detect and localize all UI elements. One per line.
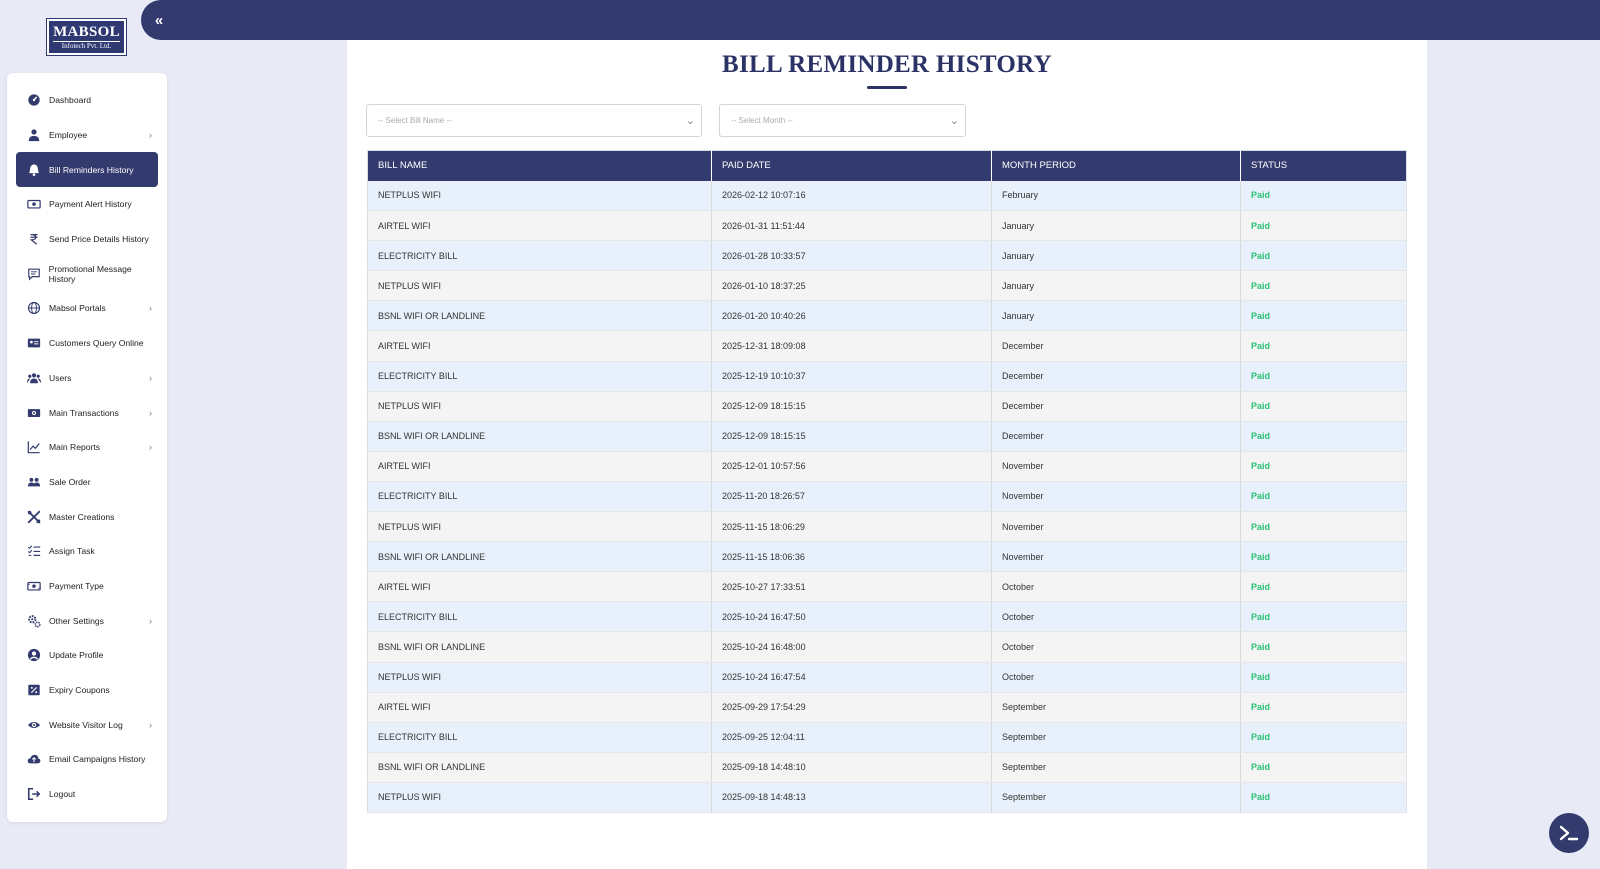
sidebar-item-label: Promotional Message History: [48, 263, 132, 284]
status-cell: Paid: [1241, 542, 1407, 572]
page-title: BILL REMINDER HISTORY: [721, 51, 1053, 78]
status-cell: Paid: [1241, 331, 1407, 361]
chart-line-icon: [26, 439, 42, 455]
sidebar-item-website-visitor-log[interactable]: [16, 707, 158, 742]
month-period-cell: November: [992, 542, 1241, 572]
sidebar-item-label: Mabsol Portals: [49, 303, 106, 314]
paid-date-cell: 2025-11-20 18:26:57: [712, 481, 992, 511]
bill-name-cell: AIRTEL WIFI: [368, 572, 712, 602]
table-row: [368, 722, 1407, 752]
sidebar-item-customers-query-online[interactable]: [16, 326, 158, 361]
bill-name-cell: NETPLUS WIFI: [368, 181, 712, 211]
sidebar-item-label: Master Creations: [49, 511, 115, 522]
bill-history-table: [367, 150, 1407, 813]
sidebar-item-label: Email Campaigns History: [49, 754, 146, 765]
month-select[interactable]: [719, 104, 966, 137]
paid-date-cell: 2026-01-28 10:33:57: [712, 241, 992, 271]
sidebar-item-label: Payment Alert History: [49, 199, 132, 210]
table-row: [368, 602, 1407, 632]
column-header-paid-date[interactable]: PAID DATE: [712, 151, 992, 181]
eye-icon: [26, 717, 42, 733]
bill-name-cell: BSNL WIFI OR LANDLINE: [368, 421, 712, 451]
logo-subtitle: Infotech Pvt. Ltd.: [53, 41, 120, 51]
bill-name-cell: BSNL WIFI OR LANDLINE: [368, 632, 712, 662]
month-period-cell: January: [992, 241, 1241, 271]
sidebar-item-label: Logout: [49, 789, 76, 800]
paid-date-cell: 2025-10-24 16:47:50: [712, 602, 992, 632]
sidebar-item-assign-task[interactable]: [16, 534, 158, 569]
bill-name-cell: ELECTRICITY BILL: [368, 722, 712, 752]
month-period-cell: December: [992, 331, 1241, 361]
month-period-cell: November: [992, 512, 1241, 542]
sidebar-item-promotional-message-history[interactable]: [16, 256, 158, 291]
status-cell: Paid: [1241, 361, 1407, 391]
terminal-icon: [1559, 825, 1579, 841]
status-cell: Paid: [1241, 271, 1407, 301]
coupon-icon: [26, 682, 42, 698]
dashboard-icon: [26, 92, 42, 108]
month-period-cell: October: [992, 602, 1241, 632]
bill-name-select[interactable]: [366, 104, 702, 137]
paid-date-cell: 2026-02-12 10:07:16: [712, 181, 992, 211]
employee-icon: [26, 127, 42, 143]
bill-name-cell: NETPLUS WIFI: [368, 512, 712, 542]
sidebar-item-master-creations[interactable]: [16, 499, 158, 534]
status-cell: Paid: [1241, 602, 1407, 632]
status-cell: Paid: [1241, 211, 1407, 241]
table-row: [368, 662, 1407, 692]
month-period-cell: September: [992, 722, 1241, 752]
sidebar-item-sale-order[interactable]: [16, 465, 158, 500]
status-cell: Paid: [1241, 632, 1407, 662]
column-header-status[interactable]: STATUS: [1241, 151, 1407, 181]
sidebar-item-label: Website Visitor Log: [49, 719, 123, 730]
logout-icon: [26, 786, 42, 802]
column-header-bill-name[interactable]: BILL NAME: [368, 151, 712, 181]
table-row: [368, 181, 1407, 211]
task-list-icon: [26, 543, 42, 559]
paid-date-cell: 2025-12-01 10:57:56: [712, 451, 992, 481]
status-cell: Paid: [1241, 421, 1407, 451]
chevron-right-icon[interactable]: ›: [149, 442, 152, 453]
status-cell: Paid: [1241, 722, 1407, 752]
sidebar-item-label: Main Reports: [49, 442, 101, 453]
sidebar-item-bill-reminders-history[interactable]: [16, 152, 158, 187]
chevron-right-icon[interactable]: ›: [149, 719, 152, 730]
paid-date-cell: 2025-10-24 16:47:54: [712, 662, 992, 692]
sidebar-item-logout[interactable]: [16, 777, 158, 812]
month-period-cell: October: [992, 572, 1241, 602]
table-row: [368, 542, 1407, 572]
sidebar-item-label: Sale Order: [49, 476, 91, 487]
sidebar-item-label: Customers Query Online: [49, 338, 144, 349]
bill-name-placeholder: -- Select Bill Name --: [378, 116, 452, 125]
sidebar-item-mabsol-portals[interactable]: [16, 291, 158, 326]
table-row: [368, 632, 1407, 662]
sidebar-item-label: Users: [49, 372, 72, 383]
status-cell: Paid: [1241, 752, 1407, 782]
bill-name-cell: BSNL WIFI OR LANDLINE: [368, 542, 712, 572]
paid-date-cell: 2025-10-27 17:33:51: [712, 572, 992, 602]
title-underline: [867, 86, 907, 89]
status-cell: Paid: [1241, 572, 1407, 602]
sidebar-item-payment-alert-history[interactable]: [16, 187, 158, 222]
sidebar-item-label: Send Price Details History: [49, 234, 149, 245]
sidebar-item-dashboard[interactable]: [16, 83, 158, 118]
table-row: [368, 782, 1407, 812]
table-row: [368, 361, 1407, 391]
status-cell: Paid: [1241, 481, 1407, 511]
table-row: [368, 301, 1407, 331]
status-cell: Paid: [1241, 181, 1407, 211]
sidebar-item-other-settings[interactable]: [16, 603, 158, 638]
table-row: [368, 241, 1407, 271]
bill-name-cell: AIRTEL WIFI: [368, 451, 712, 481]
month-period-cell: November: [992, 451, 1241, 481]
paid-date-cell: 2025-09-18 14:48:10: [712, 752, 992, 782]
sidebar-item-main-reports[interactable]: [16, 430, 158, 465]
paid-date-cell: 2025-12-09 18:15:15: [712, 391, 992, 421]
month-period-cell: September: [992, 752, 1241, 782]
paid-date-cell: 2026-01-31 11:51:44: [712, 211, 992, 241]
paid-date-cell: 2025-11-15 18:06:29: [712, 512, 992, 542]
users-icon: [26, 370, 42, 386]
bill-name-cell: NETPLUS WIFI: [368, 391, 712, 421]
main-content: [347, 40, 1427, 869]
chevron-down-icon: ⌄: [949, 115, 959, 127]
paid-date-cell: 2025-12-09 18:15:15: [712, 421, 992, 451]
sidebar-item-expiry-coupons[interactable]: [16, 673, 158, 708]
bill-name-cell: BSNL WIFI OR LANDLINE: [368, 752, 712, 782]
status-cell: Paid: [1241, 241, 1407, 271]
rupee-icon: [26, 231, 42, 247]
month-period-cell: October: [992, 632, 1241, 662]
sidebar-item-label: Bill Reminders History: [49, 164, 134, 175]
sidebar-item-label: Expiry Coupons: [49, 685, 110, 696]
message-icon: [26, 266, 42, 282]
sidebar-item-label: Main Transactions: [49, 407, 119, 418]
sidebar-item-payment-type[interactable]: [16, 569, 158, 604]
sidebar-item-label: Employee: [49, 130, 88, 141]
sidebar-item-label: Dashboard: [49, 95, 92, 106]
id-card-icon: [26, 335, 42, 351]
column-header-month-period[interactable]: MONTH PERIOD: [992, 151, 1241, 181]
month-period-cell: January: [992, 211, 1241, 241]
bill-name-cell: NETPLUS WIFI: [368, 662, 712, 692]
sidebar-nav: [7, 73, 167, 822]
bill-name-cell: AIRTEL WIFI: [368, 692, 712, 722]
sidebar-item-email-campaigns-history[interactable]: [16, 742, 158, 777]
bill-name-cell: NETPLUS WIFI: [368, 271, 712, 301]
bill-name-cell: ELECTRICITY BILL: [368, 602, 712, 632]
status-cell: Paid: [1241, 512, 1407, 542]
paid-date-cell: 2025-10-24 16:48:00: [712, 632, 992, 662]
paid-date-cell: 2025-09-18 14:48:13: [712, 782, 992, 812]
paid-date-cell: 2026-01-20 10:40:26: [712, 301, 992, 331]
month-period-cell: December: [992, 391, 1241, 421]
bill-name-cell: AIRTEL WIFI: [368, 331, 712, 361]
table-row: [368, 512, 1407, 542]
bill-name-cell: ELECTRICITY BILL: [368, 241, 712, 271]
status-cell: Paid: [1241, 692, 1407, 722]
table-row: [368, 692, 1407, 722]
month-period-cell: December: [992, 361, 1241, 391]
month-placeholder: -- Select Month --: [731, 116, 793, 125]
bill-name-cell: ELECTRICITY BILL: [368, 481, 712, 511]
payment-icon: [26, 578, 42, 594]
bell-icon: [26, 162, 42, 178]
sidebar-item-label: Payment Type: [49, 580, 104, 591]
user-circle-icon: [26, 647, 42, 663]
status-cell: Paid: [1241, 662, 1407, 692]
globe-icon: [26, 300, 42, 316]
month-period-cell: October: [992, 662, 1241, 692]
cloud-icon: [26, 751, 42, 767]
top-bar: [160, 0, 1600, 40]
chevron-right-icon[interactable]: ›: [149, 303, 152, 314]
tools-icon: [26, 509, 42, 525]
sidebar-item-label: Update Profile: [49, 650, 104, 661]
table-row: [368, 421, 1407, 451]
chevron-right-icon[interactable]: ›: [149, 615, 152, 626]
logo-title: MABSOL: [53, 24, 120, 40]
paid-date-cell: 2025-09-29 17:54:29: [712, 692, 992, 722]
company-logo[interactable]: [47, 19, 126, 55]
bill-name-cell: BSNL WIFI OR LANDLINE: [368, 301, 712, 331]
sidebar-item-label: Other Settings: [49, 615, 104, 626]
chevron-down-icon: ⌄: [685, 115, 695, 127]
terminal-button[interactable]: [1549, 813, 1589, 853]
table-row: [368, 211, 1407, 241]
paid-date-cell: 2026-01-10 18:37:25: [712, 271, 992, 301]
table-row: [368, 391, 1407, 421]
chevron-right-icon[interactable]: ›: [149, 407, 152, 418]
status-cell: Paid: [1241, 391, 1407, 421]
sidebar-item-label: Assign Task: [49, 546, 95, 557]
table-header-row: [368, 151, 1407, 181]
month-period-cell: November: [992, 481, 1241, 511]
month-period-cell: December: [992, 421, 1241, 451]
table-row: [368, 331, 1407, 361]
chevron-right-icon[interactable]: ›: [149, 372, 152, 383]
month-period-cell: January: [992, 271, 1241, 301]
month-period-cell: September: [992, 782, 1241, 812]
sidebar-item-employee[interactable]: [16, 118, 158, 153]
bill-name-cell: ELECTRICITY BILL: [368, 361, 712, 391]
collapse-sidebar-button[interactable]: «: [141, 0, 177, 40]
sidebar-item-main-transactions[interactable]: [16, 395, 158, 430]
status-cell: Paid: [1241, 782, 1407, 812]
table-row: [368, 481, 1407, 511]
bill-name-cell: NETPLUS WIFI: [368, 782, 712, 812]
table-row: [368, 271, 1407, 301]
paid-date-cell: 2025-12-31 18:09:08: [712, 331, 992, 361]
bill-name-cell: AIRTEL WIFI: [368, 211, 712, 241]
sidebar-item-users[interactable]: [16, 361, 158, 396]
table-row: [368, 752, 1407, 782]
chevron-right-icon[interactable]: ›: [149, 130, 152, 141]
table-row: [368, 451, 1407, 481]
paid-date-cell: 2025-09-25 12:04:11: [712, 722, 992, 752]
money-bill-icon: [26, 405, 42, 421]
month-period-cell: January: [992, 301, 1241, 331]
paid-date-cell: 2025-11-15 18:06:36: [712, 542, 992, 572]
money-icon: [26, 196, 42, 212]
month-period-cell: February: [992, 181, 1241, 211]
paid-date-cell: 2025-12-19 10:10:37: [712, 361, 992, 391]
sidebar-item-update-profile[interactable]: [16, 638, 158, 673]
status-cell: Paid: [1241, 451, 1407, 481]
gears-icon: [26, 613, 42, 629]
sidebar-item-send-price-details-history[interactable]: [16, 222, 158, 257]
people-icon: [26, 474, 42, 490]
table-row: [368, 572, 1407, 602]
month-period-cell: September: [992, 692, 1241, 722]
status-cell: Paid: [1241, 301, 1407, 331]
